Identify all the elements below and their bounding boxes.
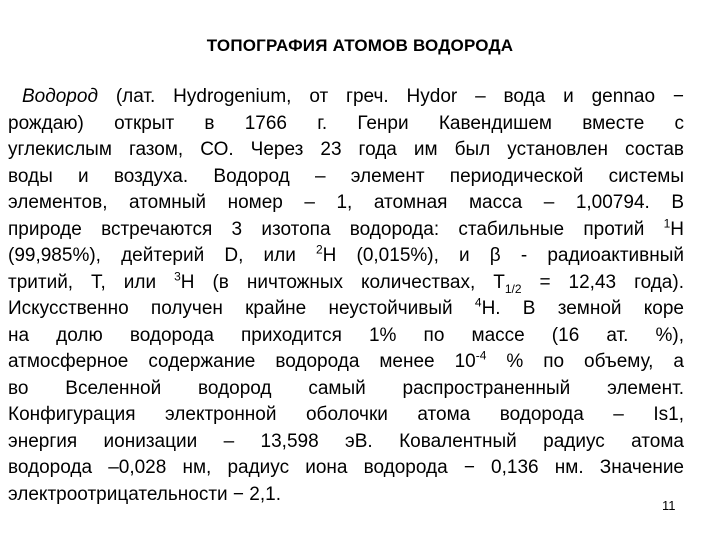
text-line-13: Конфигурация электронной оболочки атома водорода – Is1, xyxy=(8,404,684,425)
text-segment: Искусственно получен крайне неустойчивый xyxy=(8,298,475,319)
text-line-15: водорода –0,028 нм, радиус иона водорода − 0,136 нм. Значение xyxy=(8,457,684,478)
text-line-6 xyxy=(8,217,684,244)
text-segment: атмосферное содержание водорода менее 10 xyxy=(8,351,476,372)
subscript: 1/2 xyxy=(504,281,522,296)
text-line-9 xyxy=(8,296,684,323)
text-line-7 xyxy=(8,243,684,270)
text-line-2: рождаю) открыт в 1766 г. Генри Кавендишем вместе с xyxy=(8,112,684,134)
superscript: -4 xyxy=(475,348,487,363)
text-line-16: электроотрицательности − 2,1. xyxy=(8,483,281,505)
text-segment: (лат. Hydrogenium, от греч. Hydor – вода и gennao − xyxy=(97,86,684,107)
text-segment: Н xyxy=(670,218,684,240)
text-line-11 xyxy=(8,349,684,376)
body-paragraph xyxy=(8,84,684,508)
text-line-3: углекислым газом, СО. Через 23 года им был установлен состав xyxy=(8,139,684,160)
text-line-4: воды и воздуха. Водород – элемент периодической системы xyxy=(8,165,684,187)
text-line-10: на долю водорода приходится 1% по массе (16 ат. %), xyxy=(8,324,684,346)
text-segment: природе встречаются 3 изотопа водорода: стабильные протий xyxy=(8,218,664,240)
superscript: 1 xyxy=(663,216,671,231)
text-segment: Н. В земной коре xyxy=(481,298,684,319)
text-line-8 xyxy=(8,270,684,297)
text-line-12: во Вселенной водород самый распространенный элемент. xyxy=(8,377,684,399)
text-line-5: элементов, атомный номер – 1, атомная масса – 1,00794. В xyxy=(8,192,684,213)
term-hydrogen: Водород xyxy=(22,86,98,107)
text-segment: % по объему, а xyxy=(486,351,684,372)
text-line-14: энергия ионизации – 13,598 эВ. Ковалентный радиус атома xyxy=(8,430,684,452)
text-segment: тритий, Т, или xyxy=(8,271,175,293)
slide-title: ТОПОГРАФИЯ АТОМОВ ВОДОРОДА xyxy=(206,36,514,55)
page-number: 11 xyxy=(662,498,676,513)
text-segment: Н (0,015%), и β - радиоактивный xyxy=(322,245,684,266)
superscript: 4 xyxy=(474,295,482,310)
superscript: 2 xyxy=(315,242,323,257)
text-line-1 xyxy=(8,84,684,111)
text-segment: Н (в ничтожных количествах, Т xyxy=(180,271,505,293)
superscript: 3 xyxy=(174,269,181,284)
text-segment: (99,985%), дейтерий D, или xyxy=(8,245,316,266)
text-segment: = 12,43 года). xyxy=(521,271,684,293)
